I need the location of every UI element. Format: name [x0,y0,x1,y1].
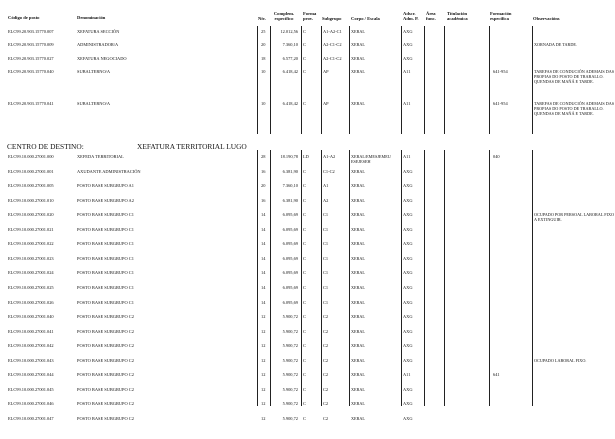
column-rule [270,150,271,406]
cell-nivel: 20 [261,42,266,47]
cell-corpo: XERAL [351,42,365,47]
cell-complemento: 6.095,69 [282,285,298,290]
cell-formacion: 641-954 [493,101,508,106]
column-rule [424,150,425,406]
cell-denominacion: POSTO BASE SUBGRUPO C2 [77,416,134,421]
column-rule [257,26,258,134]
cell-forma: C [303,212,306,217]
cell-formacion: 641-954 [493,69,508,74]
cell-observacions: OCUPADO LABORAL FIXO. [534,358,587,363]
cell-corpo: XERAL [351,372,365,377]
cell-denominacion: SUBALTERNO/A [77,69,111,74]
cell-subgrupo: A2-C1-C2 [323,56,342,61]
cell-denominacion: POSTO BASE SUBGRUPO C1 [77,212,134,217]
cell-forma: C [303,300,306,305]
cell-subgrupo: C1 [323,270,329,275]
cell-denominacion: XEFATURA NEGOCIADO [77,56,127,61]
cell-nivel: 14 [261,212,266,217]
column-rule [401,26,402,134]
cell-nivel: 10 [261,101,266,106]
cell-denominacion: SUBALTERNO/A [77,101,111,106]
cell-denominacion: POSTO BASE SUBGRUPO C1 [77,227,134,232]
cell-nivel: 28 [261,154,266,159]
column-rule [301,26,302,134]
cell-complemento: 6.418,42 [282,69,298,74]
cell-corpo: XERAL [351,56,365,61]
cell-forma: C [303,416,306,421]
cell-complemento: 5.900,72 [282,401,298,406]
cell-corpo: XERAL [351,285,365,290]
cell-corpo: XERAL [351,227,365,232]
cell-adscr: AXG [403,56,413,61]
cell-complemento: 7.360,10 [282,183,298,188]
cell-subgrupo: C1 [323,256,329,261]
cell-adscr: AXG [403,329,413,334]
cell-nivel: 12 [261,416,266,421]
cell-forma: C [303,169,306,174]
cell-denominacion: XEFATURA SECCIÓN [77,29,120,34]
cell-denominacion: POSTO BASE SUBGRUPO C2 [77,401,134,406]
cell-complemento: 18.190,78 [280,154,298,159]
cell-subgrupo: C1 [323,212,329,217]
section-label: CENTRO DE DESTINO: [7,142,84,151]
cell-complemento: 5.900,72 [282,314,298,319]
cell-codigo: ELC99.10.000.27001.042 [8,343,54,348]
cell-subgrupo: A1 [323,183,329,188]
column-rule [532,26,533,134]
cell-forma: C [303,227,306,232]
cell-complemento: 6.381,90 [282,198,298,203]
cell-adscr: AXG [403,416,413,421]
cell-forma: C [303,69,306,74]
header-titulacion: Titulación académica [447,11,468,22]
cell-observacions: OCUPADO POR PERSOAL LABORAL FIXO A EXTINGUIR. [534,212,615,223]
cell-denominacion: XEFEDA TERRITORIAL [77,154,124,159]
column-rule [321,150,322,406]
column-rule [489,150,490,406]
header-area: Área func. [426,11,436,22]
cell-denominacion: POSTO BASE SUBGRUPO C1 [77,270,134,275]
cell-corpo: XERAL [351,183,365,188]
cell-subgrupo: C2 [323,387,329,392]
cell-nivel: 12 [261,387,266,392]
cell-subgrupo: A1-A2 [323,154,336,159]
cell-adscr: A11 [403,372,411,377]
cell-denominacion: AXUDANTE ADMINISTRACIÓN [77,169,141,174]
cell-subgrupo: C2 [323,314,329,319]
cell-adscr: AXG [403,285,413,290]
cell-subgrupo: C1 [323,300,329,305]
cell-adscr: AXG [403,212,413,217]
column-rule [349,26,350,134]
cell-complemento: 6.095,69 [282,270,298,275]
cell-codigo: ELC99.10.000.27001.024 [8,270,54,275]
cell-forma: C [303,387,306,392]
cell-denominacion: POSTO BASE SUBGRUPO C2 [77,358,134,363]
cell-corpo: XERAL [351,270,365,275]
cell-formacion: 040 [493,154,500,159]
header-observacions: Observacións [533,16,560,21]
cell-adscr: A11 [403,154,411,159]
cell-codigo: ELC99.10.000.27001.046 [8,401,54,406]
cell-subgrupo: C1 [323,241,329,246]
cell-corpo: XERAL [351,169,365,174]
cell-nivel: 12 [261,329,266,334]
cell-codigo: ELC99.10.000.27001.043 [8,358,54,363]
cell-formacion: 641 [493,372,500,377]
cell-observacions: XORNADA DE TARDE. [534,42,577,47]
cell-codigo: ELC99.10.000.27001.000 [8,154,54,159]
column-rule [301,150,302,406]
cell-corpo: XERAL [351,416,365,421]
cell-complemento: 6.418,42 [282,101,298,106]
cell-forma: C [303,29,306,34]
cell-adscr: AXG [403,300,413,305]
cell-corpo: XERAL [351,256,365,261]
header-corpo: Corpo / Escala [351,16,380,21]
cell-subgrupo: C2 [323,343,329,348]
cell-subgrupo: C2 [323,416,329,421]
column-rule [349,150,350,406]
cell-observacions: TAREFAS DE CONDUCIÓN ADEMAIS DAS PROPIAS DO POSTO DE TRABALLO. QUENDAS DE MAÑÁ E TARDE. [534,69,615,85]
cell-denominacion: POSTO BASE SUBGRUPO C2 [77,329,134,334]
cell-corpo: XERAL [351,300,365,305]
cell-forma: C [303,343,306,348]
cell-subgrupo: C1 [323,285,329,290]
cell-codigo: ELC99.20.903.15770.041 [8,101,54,106]
cell-corpo: XERAL [351,314,365,319]
cell-denominacion: POSTO BASE SUBGRUPO A1 [77,183,134,188]
cell-forma: C [303,314,306,319]
cell-adscr: AXG [403,387,413,392]
cell-codigo: ELC99.10.000.27001.005 [8,183,54,188]
cell-subgrupo: A1-A2-C1 [323,29,342,34]
cell-complemento: 6.095,69 [282,300,298,305]
column-rule [270,26,271,134]
cell-subgrupo: AP [323,101,329,106]
cell-complemento: 6.577,20 [282,56,298,61]
cell-denominacion: POSTO BASE SUBGRUPO C1 [77,241,134,246]
header-denominacion: Denominación [77,15,106,20]
cell-adscr: AXG [403,241,413,246]
cell-subgrupo: C2 [323,358,329,363]
cell-codigo: ELC99.20.903.15770.027 [8,56,54,61]
cell-forma: C [303,372,306,377]
column-rule [257,150,258,406]
cell-corpo: XERAL [351,329,365,334]
cell-codigo: ELC99.10.000.27001.041 [8,329,54,334]
cell-adscr: AXG [403,401,413,406]
cell-adscr: AXG [403,42,413,47]
cell-adscr: AXG [403,256,413,261]
cell-nivel: 12 [261,314,266,319]
cell-forma: C [303,198,306,203]
cell-subgrupo: A2 [323,198,329,203]
cell-corpo: XERAL [351,212,365,217]
cell-nivel: 14 [261,241,266,246]
cell-codigo: ELC99.10.000.27001.045 [8,387,54,392]
cell-forma: C [303,358,306,363]
cell-codigo: ELC99.20.903.15770.040 [8,69,54,74]
cell-corpo: XERAL [351,358,365,363]
cell-nivel: 16 [261,169,266,174]
cell-complemento: 5.900,72 [282,372,298,377]
cell-subgrupo: C2 [323,372,329,377]
header-adscr: Adscr. Adm. P. [403,11,419,22]
cell-codigo: ELC99.10.000.27001.023 [8,256,54,261]
cell-nivel: 12 [261,372,266,377]
cell-nivel: 14 [261,300,266,305]
cell-corpo: XERAL [351,401,365,406]
cell-nivel: 16 [261,198,266,203]
cell-complemento: 5.900,72 [282,358,298,363]
cell-subgrupo: C2 [323,329,329,334]
cell-codigo: ELC99.10.000.27001.020 [8,212,54,217]
column-rule [424,26,425,134]
cell-corpo: XERAL/EMESJEMEU ESEJESEH [351,154,391,165]
cell-complemento: 6.095,69 [282,227,298,232]
cell-corpo: XERAL [351,101,365,106]
cell-forma: C [303,241,306,246]
cell-forma: C [303,183,306,188]
cell-nivel: 14 [261,285,266,290]
cell-forma: C [303,329,306,334]
column-rule [532,150,533,406]
cell-forma: C [303,270,306,275]
cell-adscr: AXG [403,227,413,232]
cell-forma: C [303,56,306,61]
cell-corpo: XERAL [351,343,365,348]
cell-forma: C [303,285,306,290]
cell-nivel: 14 [261,270,266,275]
cell-adscr: A11 [403,69,411,74]
column-rule [321,26,322,134]
cell-adscr: A11 [403,101,411,106]
cell-denominacion: POSTO BASE SUBGRUPO C2 [77,314,134,319]
cell-adscr: AXG [403,29,413,34]
cell-nivel: 20 [261,183,266,188]
cell-corpo: XERAL [351,241,365,246]
column-rule [444,26,445,134]
cell-forma: C [303,401,306,406]
cell-nivel: 14 [261,256,266,261]
section-name: XEFATURA TERRITORIAL LUGO [137,142,247,151]
cell-observacions: TAREFAS DE CONDUCIÓN ADEMAIS DAS PROPIAS DO POSTO DE TRABALLO. QUENDAS DE MAÑÁ E TARDE. [534,101,615,117]
cell-complemento: 5.900,72 [282,416,298,421]
header-codigo: Código de posto [8,15,40,20]
header-subgrupo: Subgrupo [322,16,342,21]
cell-complemento: 5.900,72 [282,329,298,334]
cell-denominacion: POSTO BASE SUBGRUPO C2 [77,343,134,348]
cell-complemento: 5.900,72 [282,387,298,392]
cell-nivel: 25 [261,29,266,34]
cell-codigo: ELC99.20.903.15770.009 [8,42,54,47]
cell-adscr: AXG [403,169,413,174]
cell-complemento: 6.095,69 [282,212,298,217]
cell-corpo: XERAL [351,29,365,34]
cell-forma: LD [303,154,309,159]
cell-adscr: AXG [403,314,413,319]
cell-complemento: 7.360,10 [282,42,298,47]
cell-denominacion: POSTO BASE SUBGRUPO C1 [77,300,134,305]
cell-denominacion: POSTO BASE SUBGRUPO C2 [77,387,134,392]
cell-complemento: 5.900,72 [282,343,298,348]
cell-nivel: 12 [261,401,266,406]
cell-subgrupo: A2-C1-C2 [323,42,342,47]
cell-corpo: XERAL [351,69,365,74]
cell-subgrupo: C1 [323,227,329,232]
cell-denominacion: POSTO BASE SUBGRUPO A2 [77,198,134,203]
cell-codigo: ELC99.10.000.27001.001 [8,169,54,174]
column-rule [444,150,445,406]
cell-denominacion: POSTO BASE SUBGRUPO C1 [77,285,134,290]
header-formacion: Formación específica [490,11,512,22]
cell-complemento: 6.381,90 [282,169,298,174]
cell-forma: C [303,256,306,261]
cell-codigo: ELC99.20.903.15770.007 [8,29,54,34]
cell-subgrupo: C1-C2 [323,169,335,174]
cell-codigo: ELC99.10.000.27001.010 [8,198,54,203]
cell-forma: C [303,42,306,47]
cell-denominacion: ADMINISTRADOR/A [77,42,119,47]
cell-adscr: AXG [403,198,413,203]
cell-corpo: XERAL [351,387,365,392]
cell-complemento: 12.012,56 [280,29,298,34]
cell-denominacion: POSTO BASE SUBGRUPO C1 [77,256,134,261]
cell-complemento: 6.095,69 [282,256,298,261]
column-rule [489,26,490,134]
header-complemento: Complem. específico [273,11,295,22]
header-forma-prov: Forma prov. [303,11,317,22]
column-rule [401,150,402,406]
cell-forma: C [303,101,306,106]
cell-nivel: 14 [261,227,266,232]
cell-adscr: AXG [403,183,413,188]
cell-subgrupo: C2 [323,401,329,406]
cell-complemento: 6.095,69 [282,241,298,246]
cell-codigo: ELC99.10.000.27001.022 [8,241,54,246]
cell-nivel: 12 [261,358,266,363]
cell-nivel: 10 [261,69,266,74]
cell-denominacion: POSTO BASE SUBGRUPO C2 [77,372,134,377]
cell-codigo: ELC99.10.000.27001.025 [8,285,54,290]
header-nivel: Nív. [258,16,266,21]
cell-codigo: ELC99.10.000.27001.044 [8,372,54,377]
cell-codigo: ELC99.10.000.27001.021 [8,227,54,232]
cell-corpo: XERAL [351,198,365,203]
cell-adscr: AXG [403,270,413,275]
cell-codigo: ELC99.10.000.27001.047 [8,416,54,421]
cell-nivel: 12 [261,343,266,348]
cell-adscr: AXG [403,343,413,348]
cell-subgrupo: AP [323,69,329,74]
cell-adscr: AXG [403,358,413,363]
cell-nivel: 18 [261,56,266,61]
cell-codigo: ELC99.10.000.27001.040 [8,314,54,319]
cell-codigo: ELC99.10.000.27001.026 [8,300,54,305]
